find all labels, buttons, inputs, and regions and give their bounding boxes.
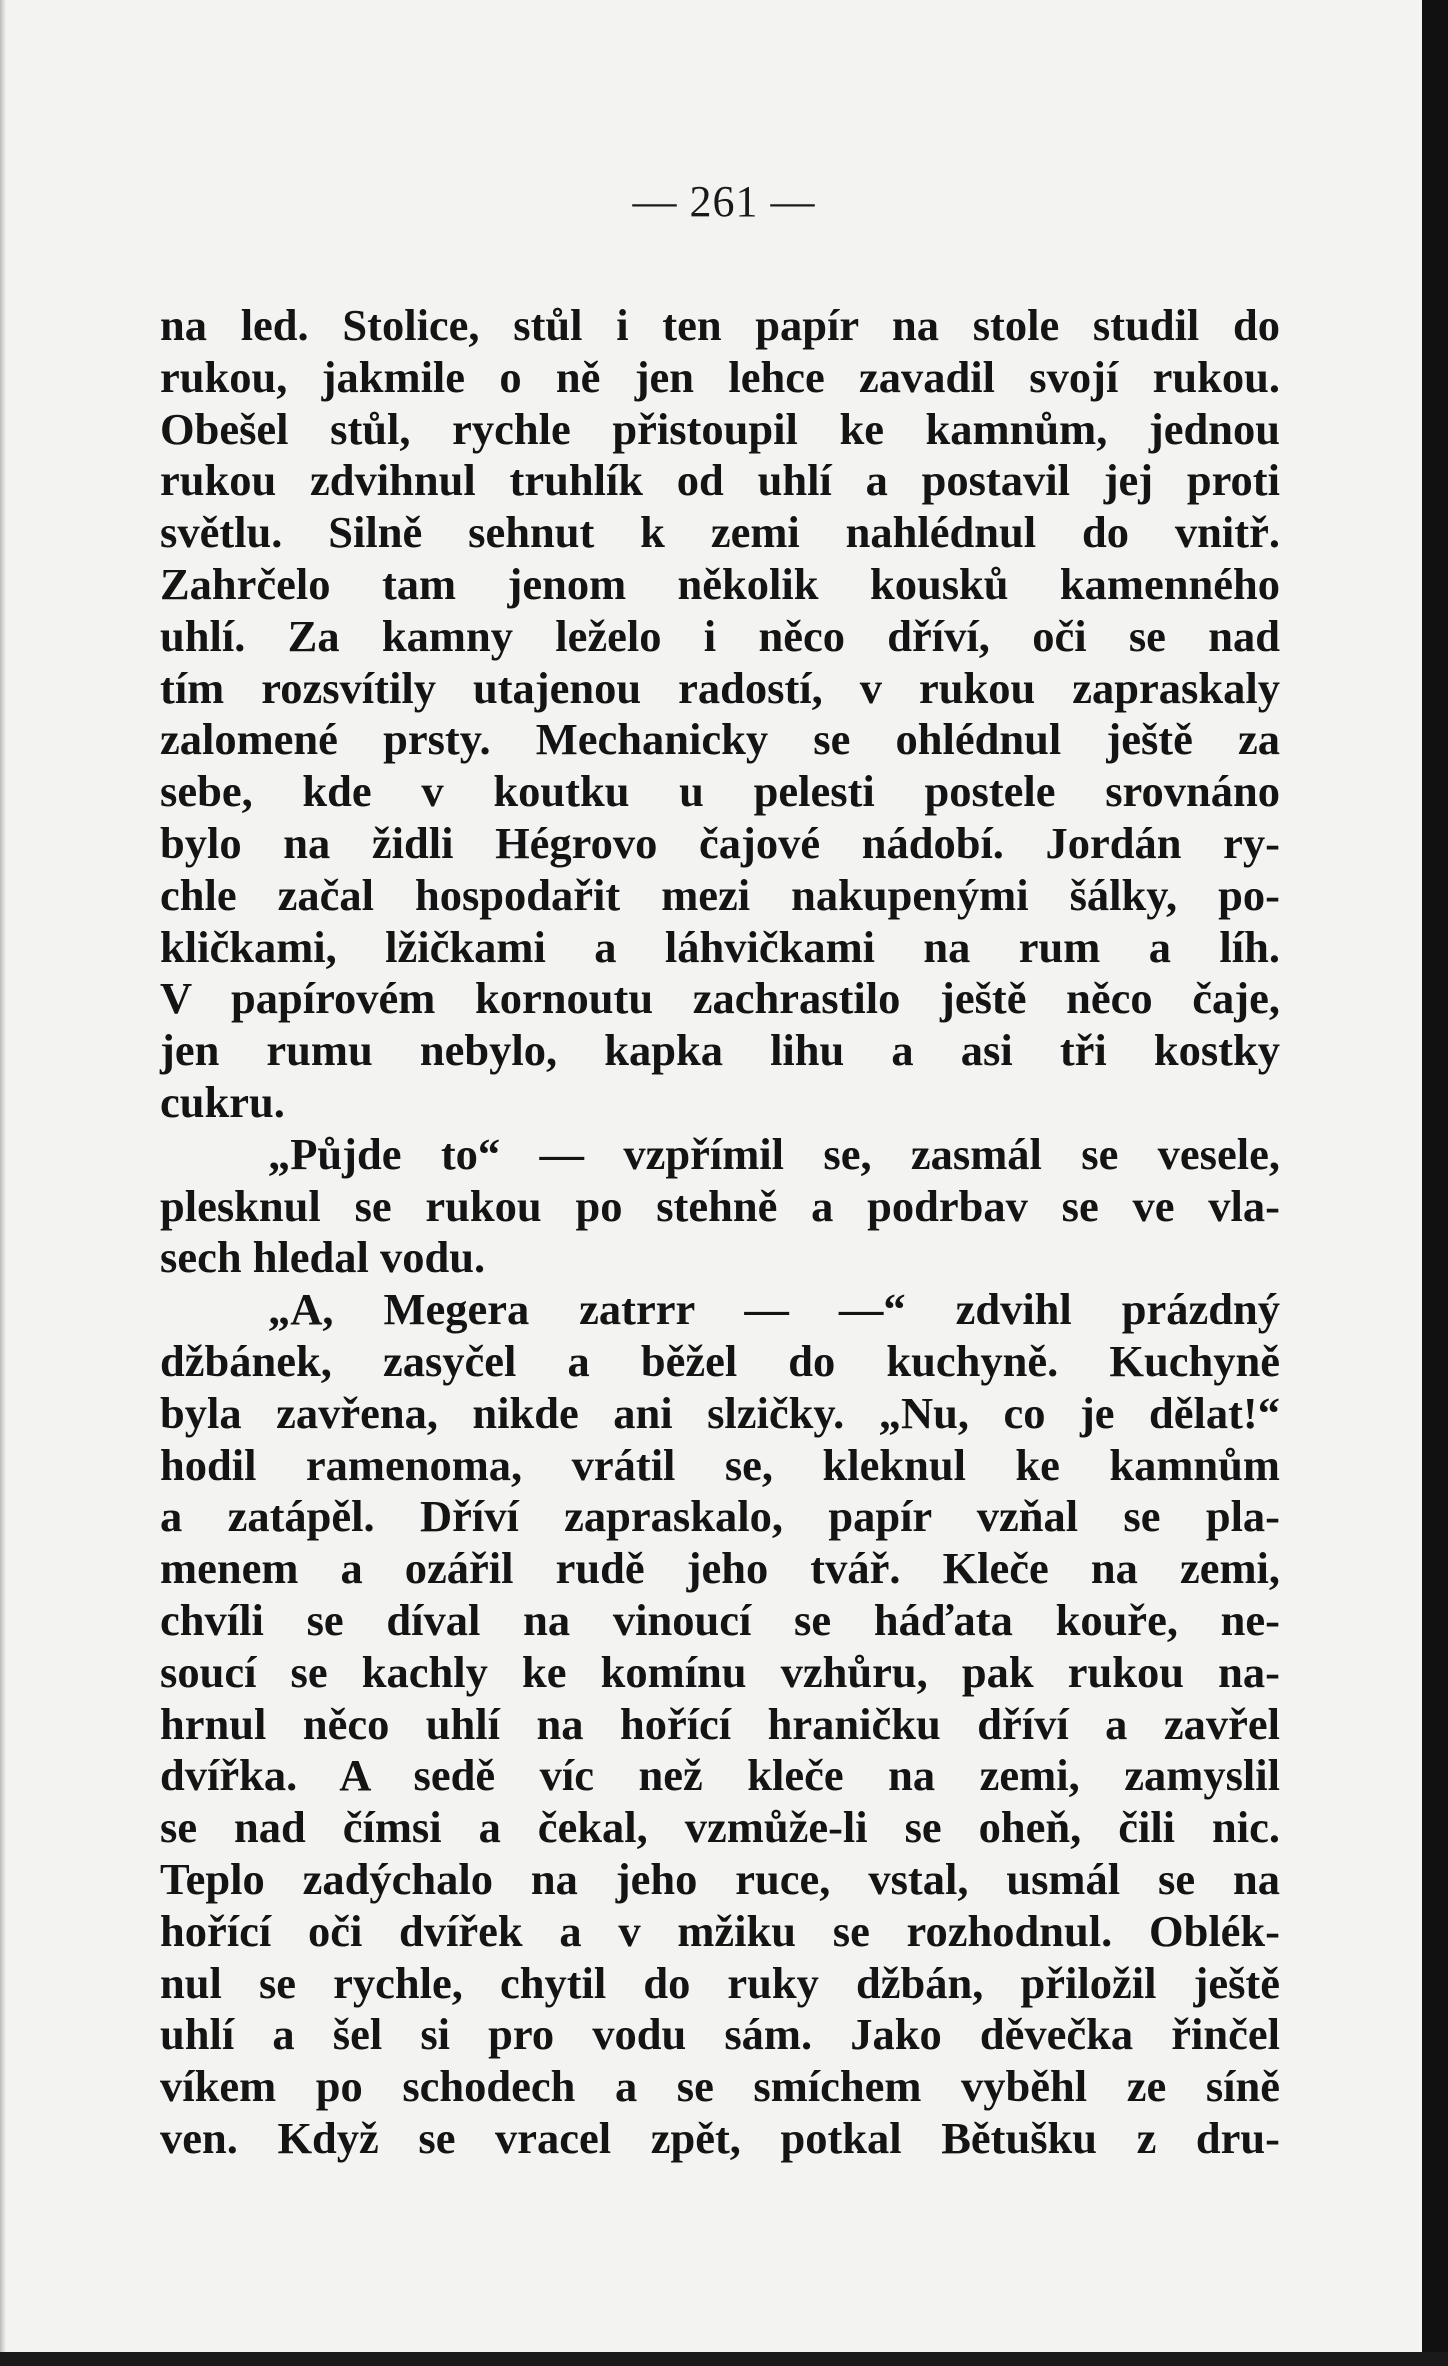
page-body-text [160, 300, 1280, 2165]
text-line: ven. Když se vracel zpět, potkal Bětušku z dru- [160, 2112, 1280, 2163]
text-line: světlu. Silně sehnut k zemi nahlédnul do vnitř. [160, 507, 1280, 558]
page-left-shadow [0, 0, 6, 2366]
page-number: — 261 — [632, 177, 816, 226]
text-line: kličkami, lžičkami a láhvičkami na rum a líh. [160, 921, 1280, 972]
text-line: sebe, kde v koutku u pelesti postele srovnáno [160, 766, 1280, 817]
text-line: zalomené prsty. Mechanicky se ohlédnul ještě za [160, 714, 1280, 765]
text-line: nul se rychle, chytil do ruky džbán, přiložil ještě [160, 1957, 1280, 2008]
text-line: džbánek, zasyčel a běžel do kuchyně. Kuchyně [160, 1335, 1280, 1386]
text-line: uhlí a šel si pro vodu sám. Jako děvečka řinčel [160, 2009, 1280, 2060]
text-line: Teplo zadýchalo na jeho ruce, vstal, usmál se na [160, 1853, 1280, 1904]
text-line: plesknul se rukou po stehně a podrbav se ve vla- [160, 1180, 1280, 1231]
text-line: jen rumu nebylo, kapka lihu a asi tři kostky [160, 1025, 1280, 1076]
text-line: na led. Stolice, stůl i ten papír na stole studil do [160, 300, 1280, 350]
text-line: sech hledal vodu. [160, 1232, 486, 1283]
text-line: víkem po schodech a se smíchem vyběhl ze síně [160, 2061, 1280, 2112]
text-line: Obešel stůl, rychle přistoupil ke kamnům, jednou [160, 403, 1280, 454]
text-line: Zahrčelo tam jenom několik kousků kamenného [160, 558, 1280, 609]
text-line: chle začal hospodařit mezi nakupenými šálky, po- [160, 869, 1280, 920]
text-line: rukou zdvihnul truhlík od uhlí a postavil jej proti [160, 455, 1280, 506]
text-line: uhlí. Za kamny leželo i něco dříví, oči se nad [160, 610, 1280, 661]
text-line: se nad čímsi a čekal, vzmůže-li se oheň, čili nic. [160, 1802, 1280, 1853]
text-line: menem a ozářil rudě jeho tvář. Kleče na zemi, [160, 1543, 1280, 1594]
text-line: hořící oči dvířek a v mžiku se rozhodnul. Oblék- [160, 1905, 1280, 1956]
text-line: „A, Megera zatrrr — —“ zdvihl prázdný [268, 1284, 1280, 1335]
text-line: chvíli se díval na vinoucí se háďata kouře, ne- [160, 1594, 1280, 1645]
text-line: byla zavřena, nikde ani slzičky. „Nu, co je dělat!“ [160, 1387, 1280, 1438]
text-line: hrnul něco uhlí na hořící hraničku dříví a zavřel [160, 1698, 1280, 1749]
scan-border-right [1422, 0, 1448, 2366]
text-line: soucí se kachly ke komínu vzhůru, pak rukou na- [160, 1646, 1280, 1697]
text-line: rukou, jakmile o ně jen lehce zavadil svojí rukou. [160, 351, 1280, 402]
text-line: bylo na židli Hégrovo čajové nádobí. Jordán ry- [160, 817, 1280, 868]
text-line: dvířka. A sedě víc než kleče na zemi, zamyslil [160, 1750, 1280, 1801]
text-line: V papírovém kornoutu zachrastilo ještě něco čaje, [160, 973, 1280, 1024]
text-line: „Půjde to“ — vzpřímil se, zasmál se vesele, [268, 1128, 1280, 1179]
scan-border-bottom [0, 2352, 1448, 2366]
text-line: hodil ramenoma, vrátil se, kleknul ke kamnům [160, 1439, 1280, 1490]
text-line: a zatápěl. Dříví zapraskalo, papír vzňal se pla- [160, 1491, 1280, 1542]
text-line: tím rozsvítily utajenou radostí, v rukou zapraskaly [160, 662, 1280, 713]
text-line: cukru. [160, 1076, 285, 1127]
